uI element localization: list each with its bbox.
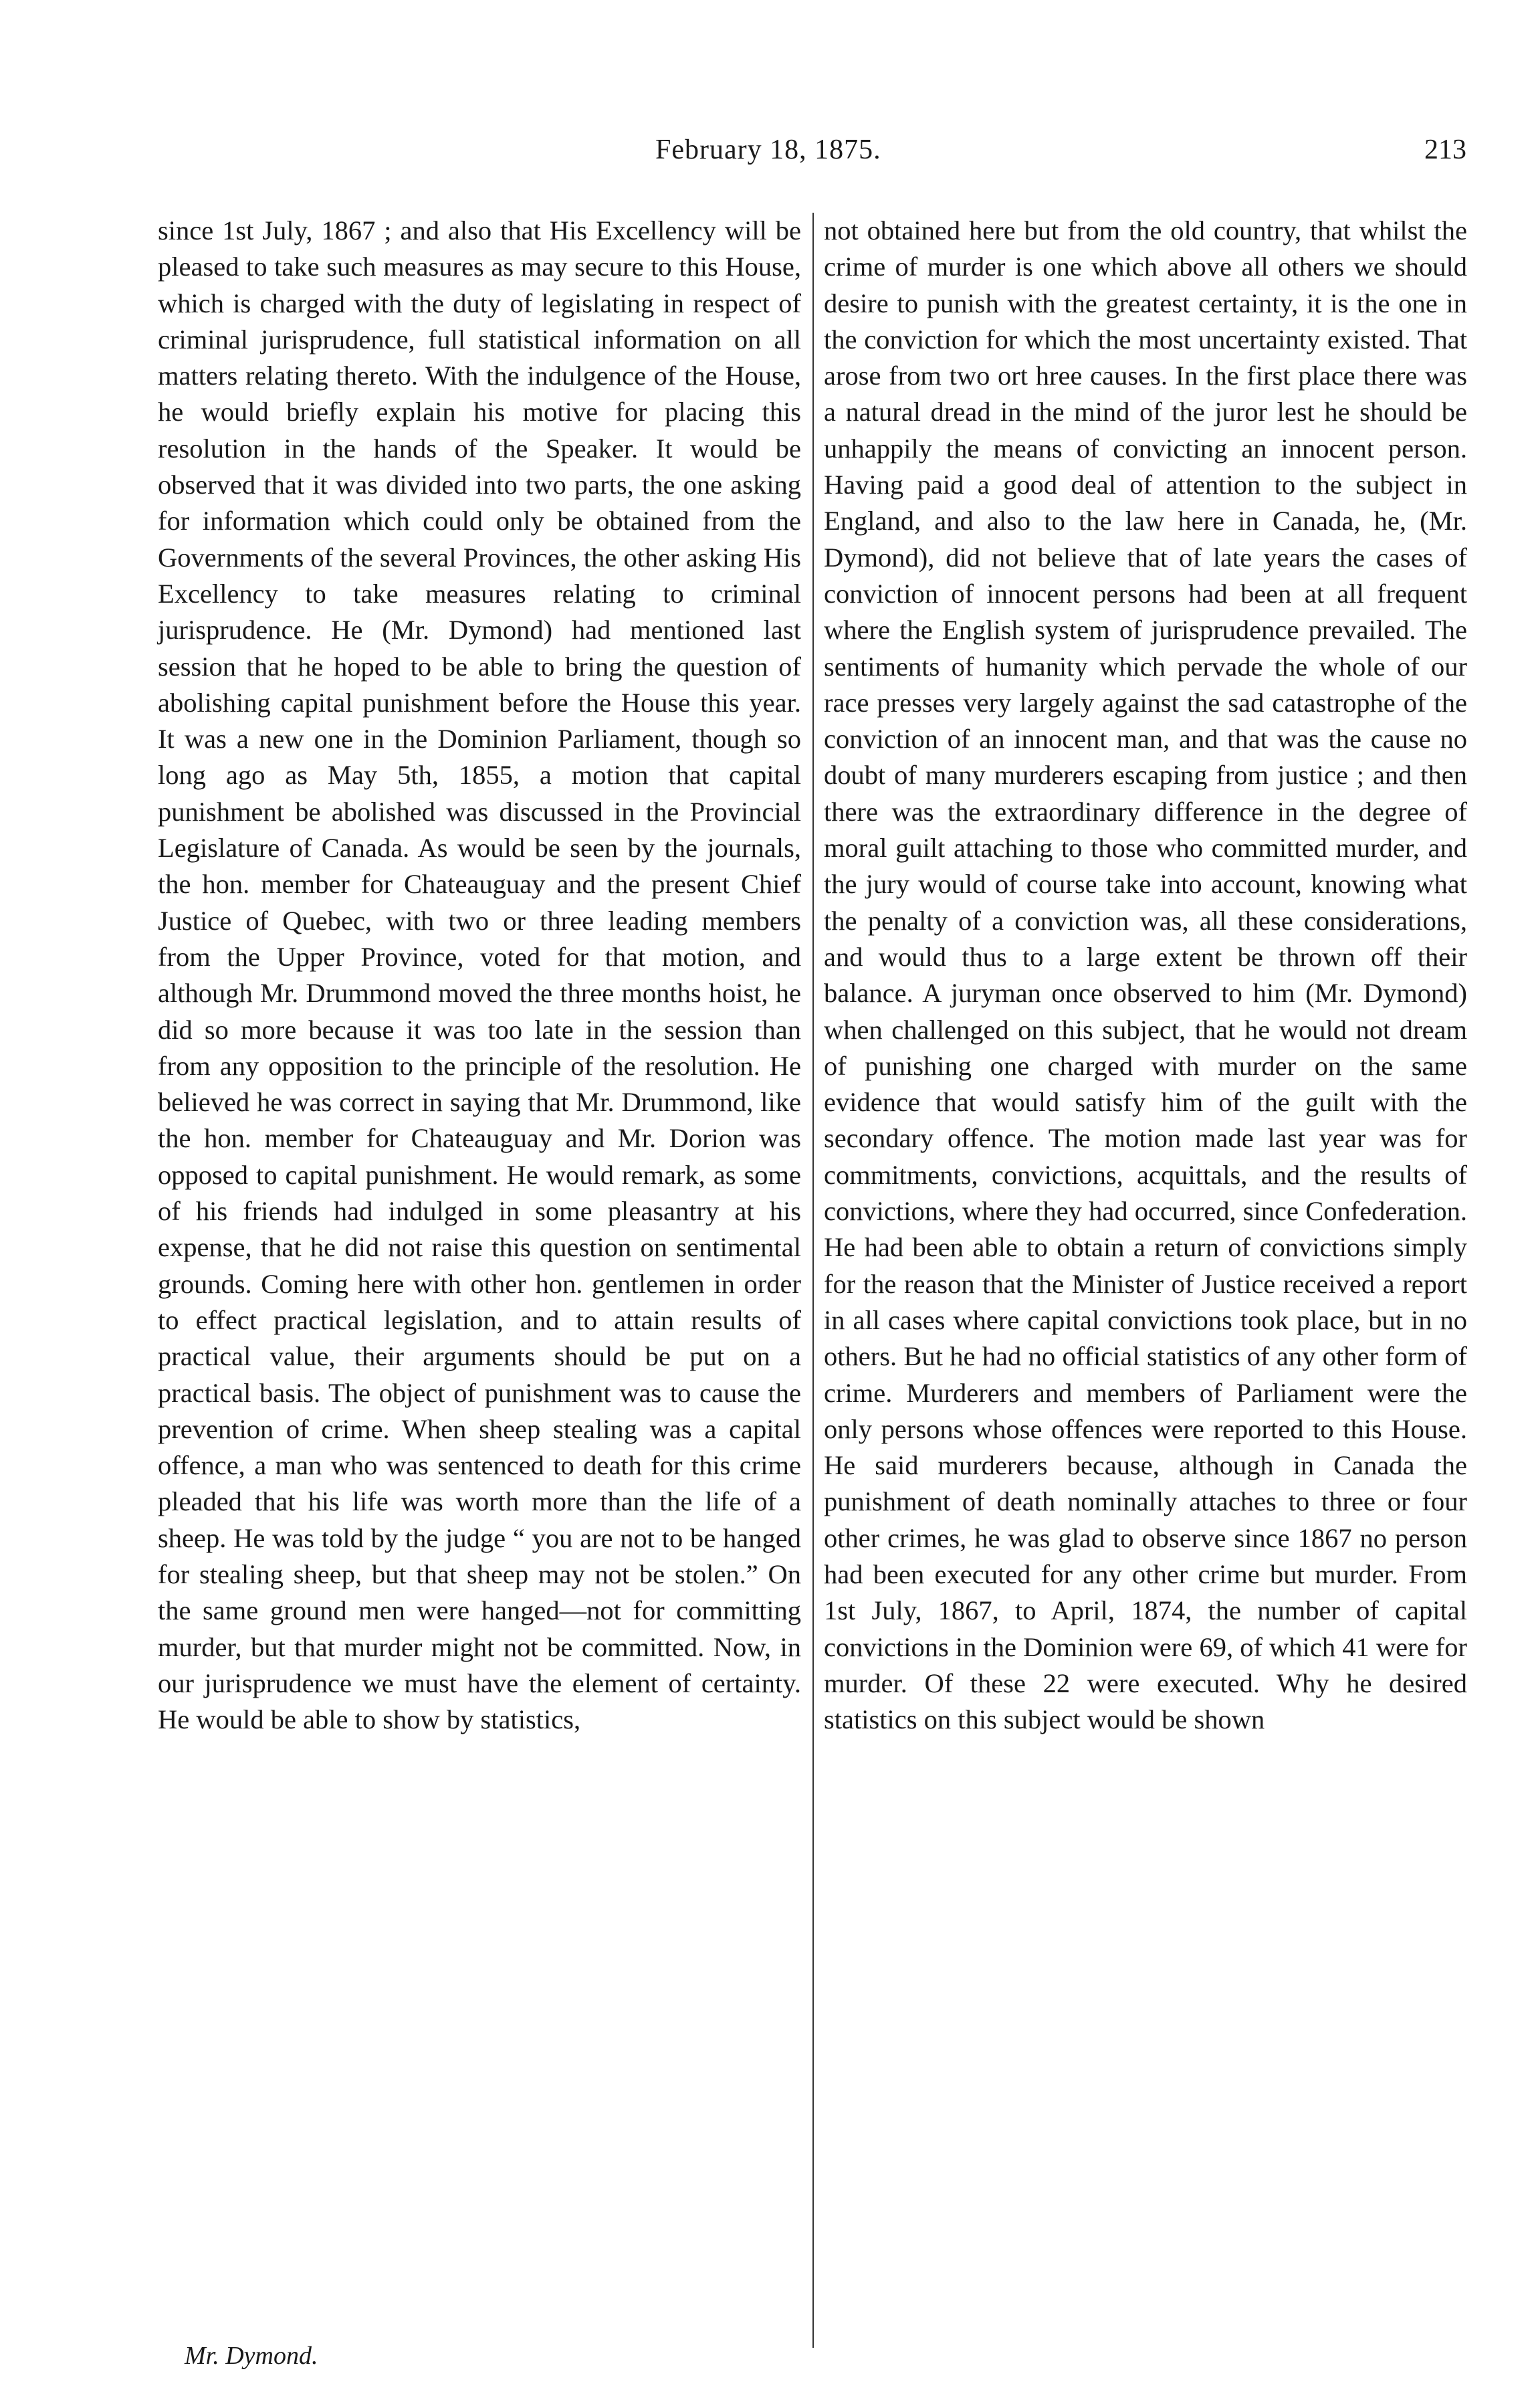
left-column-text: since 1st July, 1867 ; and also that His Excellency will be pleased to take such measures as may secure to this House, which is charged with the duty of legislating in respect of criminal jurisprudence, full statistical information on all matters relating thereto. With the indulgence of the House, he would briefly explain his motive for placing this resolution in the hands of the Speaker. It would be observed that it was divided into two parts, the one asking for information which could only be obtained from the Governments of the several Provinces, the other asking His Excellency to take measures relating to criminal jurisprudence. He (Mr. Dymond) had mentioned last session that he hoped to be able to bring the question of abolishing capital punishment before the House this year. It was a new one in the Dominion Parliament, though so long ago as May 5th, 1855, a motion that capital punishment be abolished was discussed in the Provincial Legislature of Canada. As would be seen by the journals, the hon. member for Chateauguay and the present Chief Justice of Quebec, with two or three leading members from the Upper Province, voted for that motion, and although Mr. Drummond moved the three months hoist, he did so more because it was too late in the session than from any opposition to the principle of the resolution. He believed he was correct in saying that Mr. Drummond, like the hon. member for Chateauguay and Mr. Dorion was opposed to capital punishment. He would remark, as some of his friends had indulged in some pleasantry at his expense, that he did not raise this question on sentimental grounds. Coming here with other hon. gentlemen in order to effect practical legislation, and to attain results of practical value, their arguments should be put on a practical basis. The object of punishment was to cause the prevention of crime. When sheep stealing was a capital offence, a man who was sentenced to death for this crime pleaded that his life was worth more than the life of a sheep. He was told by the judge “ you are not to be hanged for stealing sheep, but that sheep may not be stolen.” On the same ground men were hanged—not for committing murder, but that murder might not be committed. Now, in our jurisprudence we must have the element of certainty. He would be able to show by statistics, — [158, 215, 801, 1735]
page-number: 213 — [1424, 134, 1466, 165]
page-header — [0, 134, 1536, 174]
right-column — [824, 213, 1467, 1738]
right-column-text: not obtained here but from the old country, that whilst the crime of murder is one which above all others we should desire to punish with the greatest certainty, it is the one in the conviction for which the most uncertainty existed. That arose from two ort hree causes. In the first place there was a natural dread in the mind of the juror lest he should be unhappily the means of convicting an innocent person. Having paid a good deal of attention to the subject in England, and also to the law here in Canada, he, (Mr. Dymond), did not believe that of late years the cases of conviction of innocent persons had been at all frequent where the English system of jurisprudence prevailed. The sentiments of humanity which pervade the whole of our race presses very largely against the sad catastrophe of the conviction of an innocent man, and that was the cause no doubt of many murderers escaping from justice ; and then there was the extraordinary difference in the degree of moral guilt attaching to those who committed murder, and the jury would of course take into account, knowing what the penalty of a conviction was, all these considerations, and would thus to a large extent be thrown off their balance. A juryman once observed to him (Mr. Dymond) when challenged on this subject, that he would not dream of punishing one charged with murder on the same evidence that would satisfy him of the guilt with the secondary offence. The motion made last year was for commitments, convictions, acquittals, and the results of convictions, where they had occurred, since Confederation. He had been able to obtain a return of convictions simply for the reason that the Minister of Justice received a report in all cases where capital convictions took place, but in no others. But he had no official statistics of any other form of crime. Murderers and members of Parliament were the only persons whose offences were reported to this House. He said murderers because, although in Canada the punishment of death nominally attaches to three or four other crimes, he was glad to observe since 1867 no person had been executed for any other crime but murder. From 1st July, 1867, to April, 1874, the number of capital convictions in the Dominion were 69, of which 41 were for murder. Of these 22 were executed. Why he desired statistics on this subject would be shown — [824, 215, 1467, 1735]
left-column — [158, 213, 801, 1738]
header-date: February 18, 1875. — [655, 134, 881, 165]
speaker-footer: Mr. Dymond. — [185, 2342, 318, 2370]
column-divider — [812, 213, 814, 2348]
